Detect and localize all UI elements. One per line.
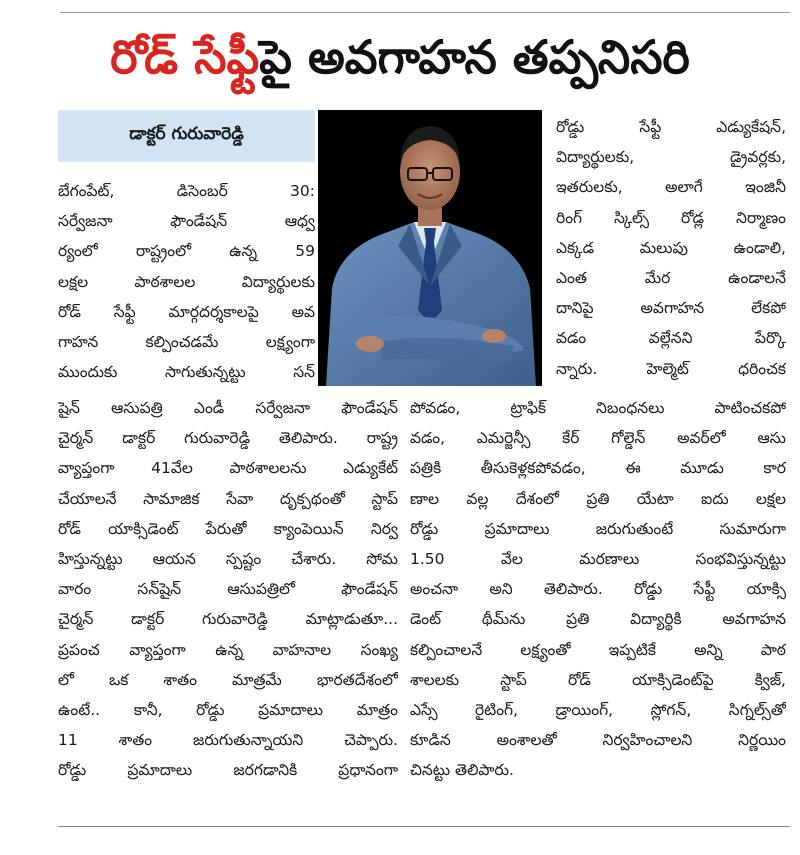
text-line: ఎక్కడ మలుపు ఉండాలి, — [556, 238, 786, 257]
text-line: కల్పించాలనే లక్ష్యంతో ఇప్పటికే అన్ని పాఠ — [410, 640, 786, 659]
text-line: ముందుకు సాగుతున్నట్టు సన్ — [58, 363, 315, 382]
text-line: రోడ్డు ప్రమాదాలు జరగడానికి ప్రధానంగా — [58, 761, 398, 780]
text-line: పోవడం, ట్రాఫిక్ నిబంధనలు పాటించకపో — [410, 399, 786, 417]
text-line: ఇతరులకు, అలాగే ఇంజినీ — [556, 178, 786, 197]
text-line: ఉంటే.. కానీ, రోడ్డు ప్రమాదాలు మాత్రం — [58, 700, 398, 719]
text-line: వ్యాప్తంగా 41వేల పాఠశాలలను ఎడ్యుకేట్ — [58, 459, 398, 478]
text-line: న్నారు. హెల్మెట్ ధరించక — [556, 359, 786, 378]
text-line: పత్రికి తీసుకెళ్లకపోవడం, ఈ మూడు కార — [410, 459, 786, 478]
text-line: విద్యార్థులకు, డ్రైవర్లకు, — [556, 148, 786, 167]
text-line: షైన్ ఆసుపత్రి ఎండీ సర్వేజనా ఫౌండేషన్ — [58, 399, 398, 417]
bottom-divider — [58, 826, 790, 827]
text-line: రోడ్ సేఫ్టీ మార్గదర్శకాలపై అవ — [58, 302, 315, 321]
text-line: వారం సన్‌షైన్ ఆసుపత్రిలో ఫౌండేషన్ — [58, 580, 398, 599]
column-left-bottom — [58, 393, 398, 785]
text-line: రోడ్డు సేఫ్టీ ఎడ్యుకేషన్, — [556, 118, 786, 136]
text-line: అంచనా అని తెలిపారు. రోడ్డు సేఫ్టీ యాక్సి — [410, 580, 786, 599]
headline — [0, 24, 800, 90]
column-right-top — [556, 112, 786, 384]
text-line: రోడ్డు ప్రమాదాలు జరుగుతుంటే సుమారుగా — [410, 519, 786, 538]
top-divider — [60, 12, 790, 13]
text-line: లో ఒక శాతం మాత్రమే భారతదేశంలో — [58, 670, 398, 689]
column-right-bottom — [410, 393, 786, 785]
text-line: చినట్టు తెలిపారు. — [410, 761, 514, 780]
text-line: రోడ్ యాక్సిడెంట్ పేరుతో క్యాంపెయిన్ నిర్వ — [58, 519, 398, 538]
text-line: చైర్మన్ డాక్టర్ గురువారెడ్డి తెలిపారు. రాష్ట్ర — [58, 429, 398, 448]
text-line: కూడిన అంశాలతో నిర్వహించాలని నిర్ణయిం — [410, 731, 786, 750]
text-line: 11 శాతం జరుగుతున్నాయని చెప్పారు. — [58, 731, 398, 750]
text-line: చేయాలనే సామాజిక సేవా దృక్పథంతో స్టాప్ — [58, 489, 398, 508]
portrait-photo — [318, 110, 542, 386]
text-line: ఎంత మేర ఉండాలనే — [556, 268, 786, 287]
text-line: 1.50 వేల మరణాలు సంభవిస్తున్నట్టు — [410, 549, 786, 568]
text-line: బేగంపేట్, డిసెంబర్ 30: — [58, 182, 315, 200]
text-line: ణాల వల్ల దేశంలో ప్రతి యేటా ఐదు లక్షల — [410, 489, 786, 508]
byline-box — [58, 110, 315, 162]
headline-black-part: పై అవగాహన తప్పనిసరి — [259, 30, 690, 84]
text-line: రింగ్ స్కిల్స్ రోడ్ల నిర్మాణం — [556, 208, 786, 227]
headline-red-part: రోడ్ సేఫ్టీ — [110, 30, 260, 84]
text-line: గాహన కల్పించడమే లక్ష్యంగా — [58, 332, 315, 351]
text-line: వడం, ఎమర్జెన్సీ కేర్ గోల్డెన్ అవర్‌లో ఆసు — [410, 429, 786, 448]
text-line: ప్రపంచ వ్యాప్తంగా ఉన్న వాహనాల సంఖ్య — [58, 640, 398, 659]
text-line: ఎస్సే రైటింగ్, డ్రాయింగ్, స్లోగన్, సిగ్నల్స్‌తో — [410, 700, 786, 719]
text-line: శాలలకు స్టాప్ రోడ్ యాక్సిడెంట్‌పై క్విజ్, — [410, 670, 786, 689]
text-line: సర్వేజనా ఫౌండేషన్ ఆధ్వ — [58, 212, 315, 231]
text-line: లక్షల పాఠశాలల విద్యార్థులకు — [58, 272, 315, 291]
text-line: డెంట్ థీమ్‌ను ప్రతి విద్యార్థికి అవగాహన — [410, 610, 786, 629]
text-line: వడం వల్లేనని పేర్కొ — [556, 329, 786, 348]
text-line: చైర్మన్ డాక్టర్ గురువారెడ్డి మాట్లాడుతూ... — [58, 610, 398, 629]
text-line: దానిపై అవగాహన లేకపో — [556, 299, 786, 318]
column-left-top — [58, 176, 315, 387]
portrait-illustration — [318, 110, 542, 386]
byline-text: డాక్టర్ గురువారెడ్డి — [129, 124, 244, 144]
text-line: ర్యంలో రాష్ట్రంలో ఉన్న 59 — [58, 242, 315, 261]
text-line: హిస్తున్నట్టు ఆయన స్పష్టం చేశారు. సోమ — [58, 549, 398, 568]
